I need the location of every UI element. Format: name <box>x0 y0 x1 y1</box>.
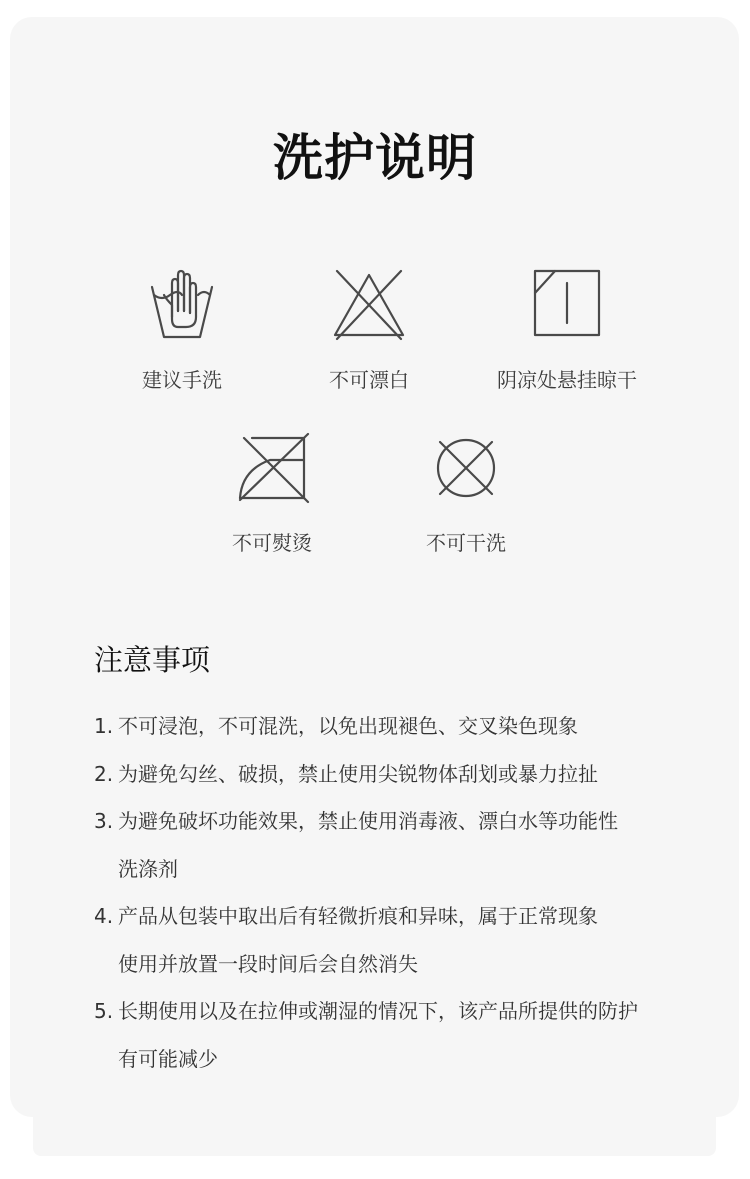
care-item-hand-wash <box>87 265 277 393</box>
note-item <box>94 751 694 799</box>
note-item <box>94 893 694 941</box>
note-number: 2. <box>94 761 114 786</box>
no-bleach-icon <box>329 265 409 345</box>
page-title: 洗护说明 <box>273 129 477 187</box>
care-label-hand-wash: 建议手洗 <box>142 368 222 392</box>
care-item-no-bleach <box>274 265 464 393</box>
note-item <box>94 798 694 846</box>
note-number: 4. <box>94 904 114 928</box>
care-label-no-iron: 不可熨烫 <box>232 531 312 555</box>
note-text: 为避免勾丝、破损，禁止使用尖锐物体刮划或暴力拉扯 <box>118 761 598 786</box>
no-dry-clean-icon <box>426 430 506 510</box>
care-label-no-dry-clean: 不可干洗 <box>426 531 506 555</box>
line-dry-shade-icon <box>527 265 607 345</box>
note-text: 长期使用以及在拉伸或潮湿的情况下，该产品所提供的防护 <box>118 999 638 1023</box>
notes-list <box>94 703 694 1083</box>
no-iron-icon <box>232 430 312 510</box>
note-number: 3. <box>94 809 114 833</box>
care-item-no-dry-clean <box>371 430 561 556</box>
note-continuation: 洗涤剂 <box>118 856 178 881</box>
note-continuation: 有可能减少 <box>118 1046 218 1071</box>
note-number: 5. <box>94 999 114 1023</box>
note-text: 不可浸泡，不可混洗，以免出现褪色、交叉染色现象 <box>118 714 578 738</box>
note-item <box>94 703 694 751</box>
care-label-no-bleach: 不可漂白 <box>329 368 409 392</box>
note-number: 1. <box>94 714 114 738</box>
care-item-line-dry-shade <box>472 265 662 393</box>
note-continuation: 使用并放置一段时间后会自然消失 <box>118 951 418 976</box>
note-text: 产品从包装中取出后有轻微折痕和异味，属于正常现象 <box>118 904 598 928</box>
care-item-no-iron <box>177 430 367 556</box>
note-item <box>94 988 694 1036</box>
notes-heading: 注意事项 <box>94 643 211 677</box>
care-label-line-dry-shade: 阴凉处悬挂晾干 <box>497 368 637 392</box>
hand-wash-icon <box>142 265 222 345</box>
note-text: 为避免破坏功能效果，禁止使用消毒液、漂白水等功能性 <box>118 809 618 833</box>
